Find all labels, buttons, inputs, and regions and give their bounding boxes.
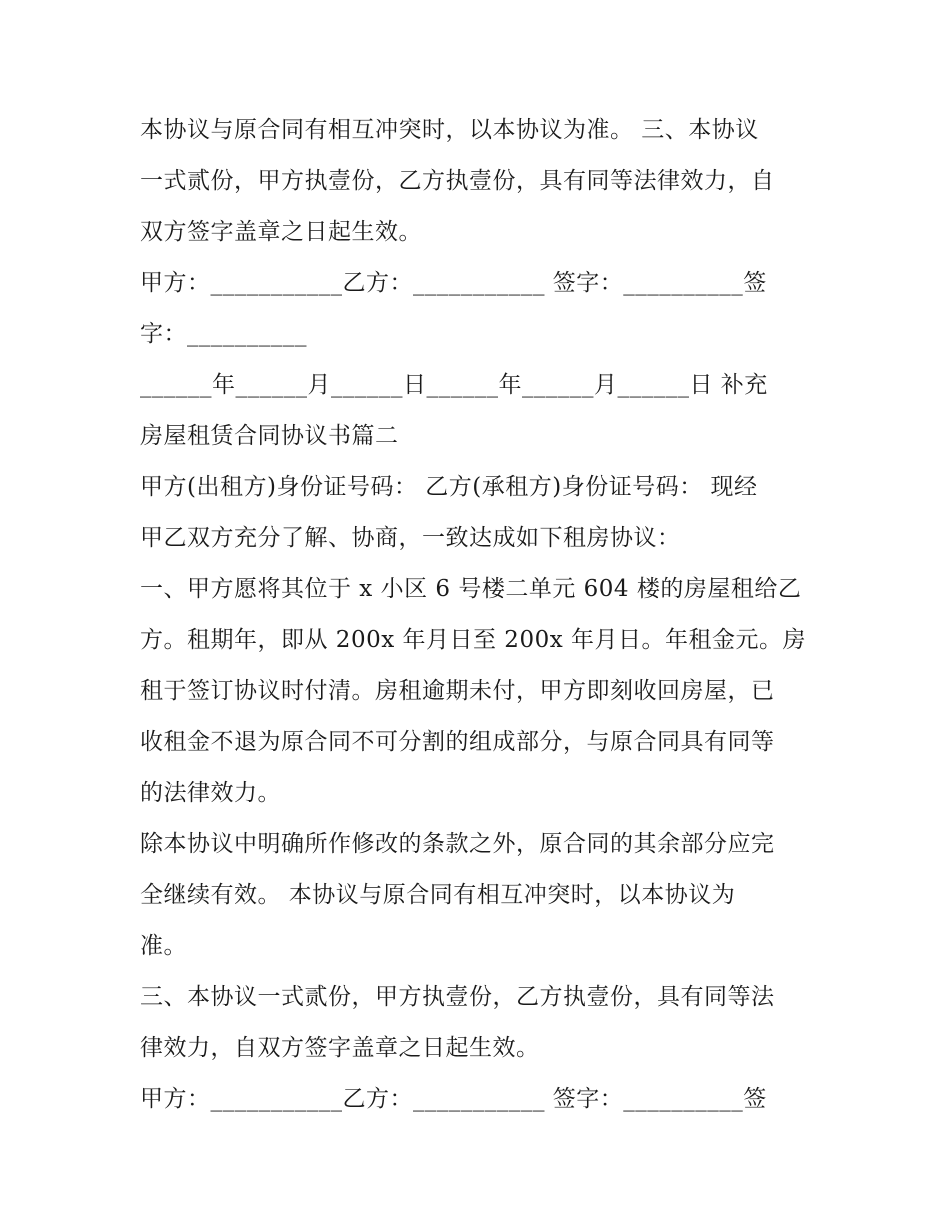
- signature-line: 字：__________: [140, 321, 307, 347]
- text-line: 一式贰份，甲方执壹份，乙方执壹份，具有同等法律效力，自: [140, 168, 775, 194]
- text-line: 一、甲方愿将其位于 x 小区 6 号楼二单元 604 楼的房屋租给乙: [140, 576, 802, 602]
- text-line: 律效力，自双方签字盖章之日起生效。: [140, 1035, 540, 1061]
- text-line: 甲方(出租方)身份证号码： 乙方(承租方)身份证号码： 现经: [140, 474, 758, 500]
- text-line: 方。租期年，即从 200x 年月日至 200x 年月日。年租金元。房: [140, 627, 806, 653]
- text-line: 双方签字盖章之日起生效。: [140, 219, 422, 245]
- signature-line: 甲方：___________乙方：___________ 签字：__________签: [140, 1086, 767, 1112]
- date-line: ______年______月______日______年______月______日 补充: [140, 372, 768, 398]
- text-line: 三、本协议一式贰份，甲方执壹份，乙方执壹份，具有同等法: [140, 984, 775, 1010]
- section-title: 房屋租赁合同协议书篇二: [140, 423, 399, 449]
- text-line: 本协议与原合同有相互冲突时，以本协议为准。 三、本协议: [140, 117, 759, 143]
- text-line: 全继续有效。 本协议与原合同有相互冲突时，以本协议为: [140, 882, 736, 908]
- signature-line: 甲方：___________乙方：___________ 签字：__________签: [140, 270, 767, 296]
- text-line: 除本协议中明确所作修改的条款之外，原合同的其余部分应完: [140, 831, 775, 857]
- text-line: 收租金不退为原合同不可分割的组成部分，与原合同具有同等: [140, 729, 775, 755]
- text-line: 租于签订协议时付清。房租逾期未付，甲方即刻收回房屋，已: [140, 678, 775, 704]
- text-line: 甲乙双方充分了解、协商，一致达成如下租房协议：: [140, 525, 681, 551]
- text-line: 的法律效力。: [140, 780, 281, 806]
- text-line: 准。: [140, 933, 187, 959]
